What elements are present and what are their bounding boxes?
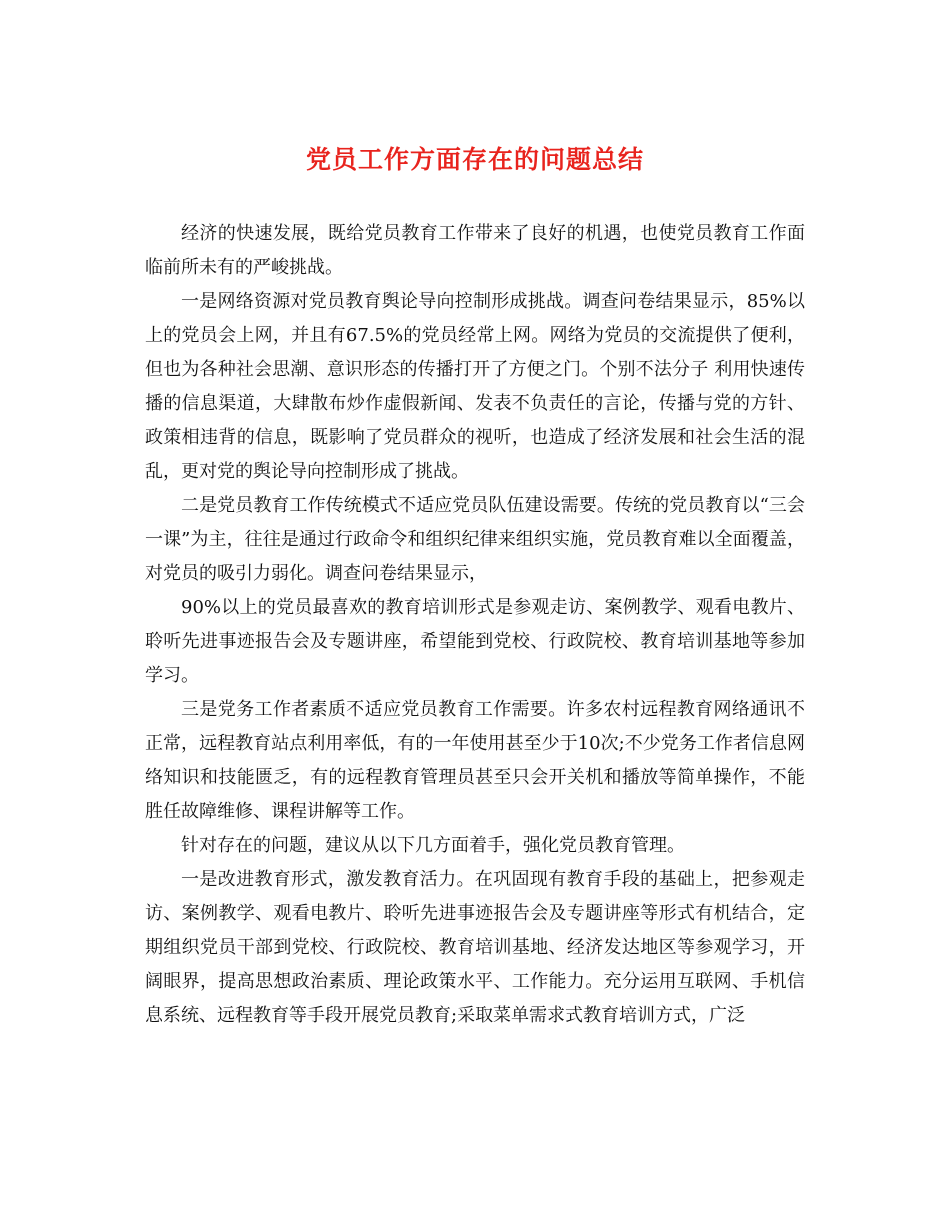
paragraph-network-challenge: 一是网络资源对党员教育舆论导向控制形成挑战。调查问卷结果显示，85%以上的党员会上网，并且有67.5%的党员经常上网。网络为党员的交流提供了便利，但也为各种社会思潮、意识形态的传播打开了方便之门。个别不法分子 利用快速传播的信息渠道，大肆散布炒作虚假新闻、发表不负责任的言论，传播与党的方针、政策相违背的信息，既影响了党员群众的视听，也造成了经济发展和社会生活的混乱，更对党的舆论导向控制形成了挑战。 (145, 291, 805, 482)
paragraph-suggestions-intro: 针对存在的问题，建议从以下几方面着手，强化党员教育管理。 (181, 835, 685, 856)
paragraph-intro: 经济的快速发展，既给党员教育工作带来了良好的机遇，也使党员教育工作面临前所未有的严峻挑战。 (145, 223, 805, 278)
paragraph-survey-result: 90%以上的党员最喜欢的教育培训形式是参观走访、案例教学、观看电教片、聆听先进事迹报告会及专题讲座，希望能到党校、行政院校、教育培训基地等参加学习。 (145, 597, 805, 686)
paragraph-worker-quality: 三是党务工作者素质不适应党员教育工作需要。许多农村远程教育网络通讯不正常，远程教育站点利用率低，有的一年使用甚至少于10次;不少党务工作者信息网络知识和技能匮乏，有的远程教育管理员甚至只会开关机和播放等简单操作，不能胜任故障维修、课程讲解等工作。 (145, 699, 805, 822)
paragraph-improve-form: 一是改进教育形式，激发教育活力。在巩固现有教育手段的基础上，把参观走访、案例教学、观看电教片、聆听先进事迹报告会及专题讲座等形式有机结合，定期组织党员干部到党校、行政院校、教育培训基地、经济发达地区等参观学习，开阔眼界，提高思想政治素质、理论政策水平、工作能力。充分运用互联网、手机信息系统、远程教育等手段开展党员教育;采取菜单需求式教育培训方式，广泛 (145, 869, 805, 1026)
paragraph-traditional-mode: 二是党员教育工作传统模式不适应党员队伍建设需要。传统的党员教育以“三会一课”为主，往往是通过行政命令和组织纪律来组织实施，党员教育难以全面覆盖，对党员的吸引力弱化。调查问卷结果显示， (145, 495, 805, 584)
document-title: 党员工作方面存在的问题总结 (305, 145, 644, 174)
document-body (145, 217, 805, 1033)
